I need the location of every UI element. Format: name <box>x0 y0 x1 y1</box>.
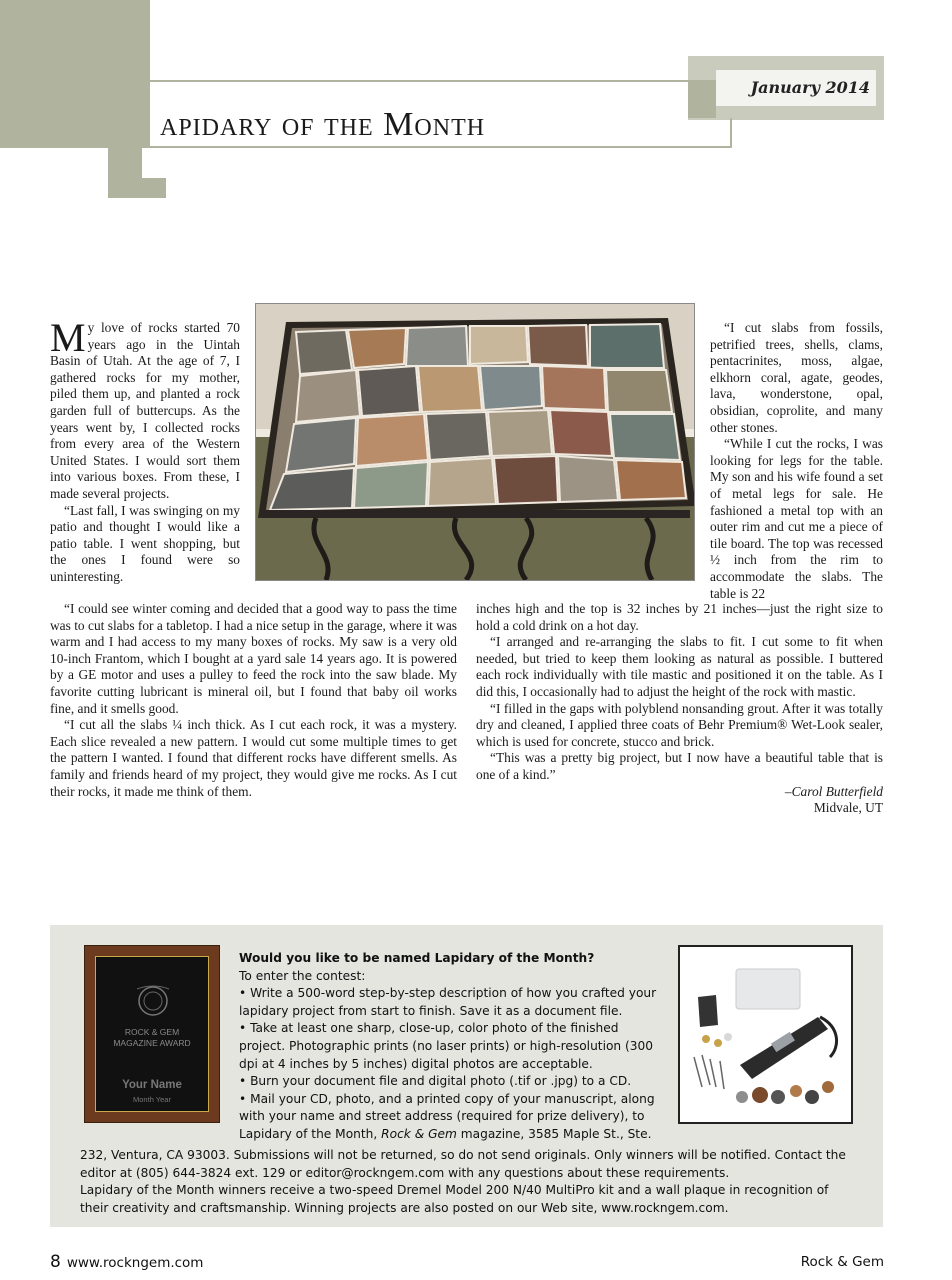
article-column-bottom-left <box>50 601 457 800</box>
contest-bullet: • Burn your document file and digital photo (.tif or .jpg) to a CD. <box>239 1074 632 1089</box>
article-paragraph: “Last fall, I was swinging on my patio and thought I would like a patio table. I went shopping, but the ones I found were so uninteresting. <box>50 502 240 584</box>
author-name: –Carol Butterfield <box>784 783 883 799</box>
contest-instructions-continued <box>80 1147 860 1217</box>
header-rule-right <box>730 118 732 148</box>
footer-left <box>50 1252 203 1272</box>
article-paragraph: inches high and the top is 32 inches by 21 inches—just the right size to hold a cold drink on a hot day. <box>476 601 883 633</box>
dremel-kit-image <box>678 945 853 1124</box>
plaque-award-text: ROCK & GEM MAGAZINE AWARD <box>113 1027 191 1048</box>
award-plaque-image <box>84 945 220 1123</box>
header-rule-bottom <box>150 146 732 148</box>
issue-date: January 2014 <box>750 78 870 97</box>
footer-website: www.rockngem.com <box>66 1255 204 1271</box>
article-paragraph: “This was a pretty big project, but I now have a beautiful table that is one of a kind.” <box>476 750 883 782</box>
contest-intro: To enter the contest: <box>239 968 366 983</box>
contest-continued-text: 232, Ventura, CA 93003. Submissions will not be returned, so do not send originals. Only winners will be notified. Contact the editor at (805) 644-3824 ext. 129 or editor@rockngem.com with any questions about these requirements. <box>80 1148 846 1180</box>
mosaic-table-image <box>256 304 695 581</box>
date-box-accent <box>688 80 716 118</box>
article-paragraph: My love of rocks started 70 years ago in the Uintah Basin of Utah. At the age of 7, I gathered rocks for my mother, piled them up, and planted a rock garden full of buttercups. As the years went by, I collected rocks from every area of the Western United States. I would sort them into various boxes. From these, I made several projects. <box>50 315 240 501</box>
contest-heading: Would you like to be named Lapidary of the Month? <box>239 951 595 965</box>
plaque-face <box>95 956 209 1112</box>
author-location: Midvale, UT <box>813 800 883 816</box>
article-paragraph: “I cut slabs from fossils, petrified trees, shells, clams, pentacrinites, moss, algae, elkhorn coral, agate, geodes, lava, wonderstone, opal, obsidian, coprolite, and many other stones. <box>710 320 883 435</box>
article-paragraph: “While I cut the rocks, I was looking for legs for the table. My son and his wife found a set of metal legs for sale. He fashioned a metal top with an outer rim and cut me a piece of tile board. The top was recessed ½ inch from the rim to accommodate the slabs. The table is 22 <box>710 436 883 601</box>
article-paragraph: “I could see winter coming and decided that a good way to pass the time was to cut slabs for a tabletop. I had a nice setup in the garage, where it was warm and I had access to my many boxes of rocks. My saw is a very old 10-inch Frantom, which I bought at a yard sale 14 years ago. It is powered by a GE motor and uses a pulley to feed the rock into the saw blade. My favorite cutting lubricant is mineral oil, but I found that baby oil works fine, and it smells good. <box>50 601 457 716</box>
page-number: 8 <box>50 1252 61 1272</box>
contest-bullet: • Take at least one sharp, close-up, color photo of the finished project. Photographic prints (no laser prints) or high-resolution (300 dpi at 4 inches by 5 inches) digital photos are acceptable. <box>239 1021 654 1071</box>
contest-prize-text: Lapidary of the Month winners receive a two-speed Dremel Model 200 N/40 MultiPro kit and a wall plaque in recognition of their creativity and craftsmanship. Winning projects are also posted on our Web site, www.rockngem.com. <box>80 1183 829 1215</box>
drop-cap: M <box>50 315 86 360</box>
contest-instructions <box>239 950 663 1144</box>
article-column-bottom-right <box>476 601 883 817</box>
article-paragraph: “I arranged and re-arranging the slabs to fit. I cut some to fit when needed, but tried to keep them looking as natural as possible. I buttered each rock individually with tile mastic and positioned it on the table. As I did this, I occasionally had to adjust the height of the rock with mastic. <box>476 634 883 699</box>
article-paragraph: “I cut all the slabs ¼ inch thick. As I cut each rock, it was a mystery. Each slice revealed a new pattern. I would cut some multiple times to get the pattern I wanted. I found that different rocks have different smells. As family and friends heard of my project, they would give me rocks. As I cut their rocks, it made me think of them. <box>50 717 457 799</box>
footer-magazine-name: Rock & Gem <box>800 1254 884 1270</box>
contest-bullet: • Mail your CD, photo, and a printed copy of your manuscript, along with your name and street address (required for prize delivery), to Lapidary of the Month, Rock & Gem magazine, 3585 Maple St., Ste. <box>239 1091 655 1141</box>
page-title: apidary of the Month <box>160 106 486 143</box>
article-paragraph: “I filled in the gaps with polyblend nonsanding grout. After it was totally dry and cleaned, I applied three coats of Behr Premium® Wet-Look sealer, which is used for concrete, stucco and brick. <box>476 700 883 749</box>
emblem-icon <box>133 981 173 1021</box>
contest-bullet: • Write a 500-word step-by-step description of how you crafted your lapidary project from start to finish. Save it as a document file. <box>239 986 657 1018</box>
magazine-name: Rock & Gem <box>381 1126 457 1141</box>
plaque-your-name: Your Name <box>122 1079 182 1091</box>
dremel-tool-icon <box>680 947 851 1122</box>
title-initial-letter <box>108 76 166 198</box>
header-rule-top <box>150 80 690 82</box>
table-photo <box>255 303 695 581</box>
article-column-right <box>710 320 883 602</box>
plaque-month-year: Month Year <box>133 1095 171 1104</box>
article-column-left <box>50 315 240 586</box>
